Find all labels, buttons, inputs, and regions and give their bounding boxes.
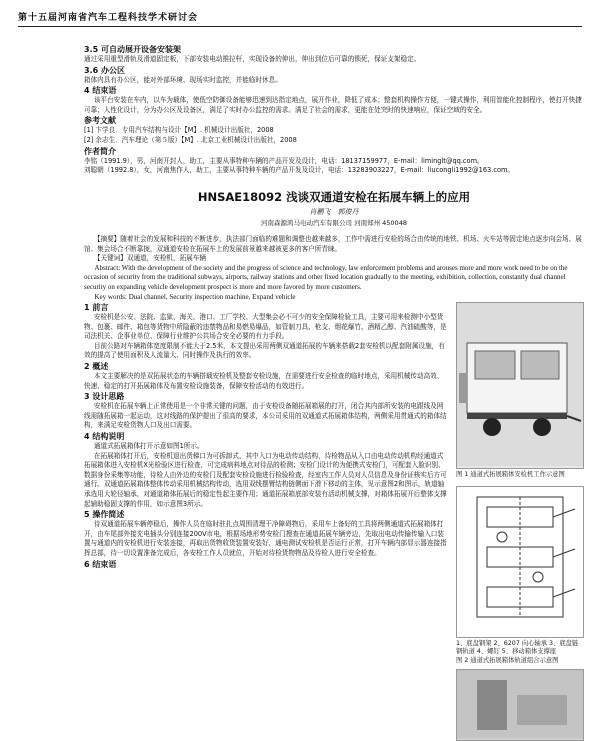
references-heading: 参考文献 xyxy=(84,116,116,126)
section-heading: 4 结构说明 xyxy=(84,432,125,442)
section-heading: 3.6 办公区 xyxy=(84,65,125,75)
header-rule xyxy=(18,26,582,27)
support-photo xyxy=(457,670,583,738)
section-heading: 3.5 可自动展开设备安装架 xyxy=(84,45,181,54)
abstract-cn: 【摘要】随着社会的发展和科技的不断进步，执法部门面临的难题和调整也越来越多，工作中需进行安检的场合由传统的地铁、机场、火车站等固定地点逐步向会场、展馆、集会场合不断靠拢，双通道安检在拓展车上的发展前景越来越被更多的客户所青睐。 xyxy=(84,234,582,253)
paper-authors: 肖鹏飞 郭俊丹 xyxy=(309,207,359,216)
section-heading: 1 前言 xyxy=(84,303,109,313)
section-heading: 4 结束语 xyxy=(84,86,117,96)
paragraph: 通道式拓展箱体打开示意如图1所示。 xyxy=(93,442,204,451)
figure-1-photo xyxy=(456,302,584,469)
section-heading: 6 结束语 xyxy=(84,559,117,569)
paragraph: 本文主要解决的是双拓展状态的车辆搭载安检机及整套安检设施，在需要进行安全检查的临时地点，采用机械传动高效、快速、稳定的打开拓展箱体及布置安检设施装备，保障安检活动的有效进行。 xyxy=(84,372,444,390)
figure-2-drawing xyxy=(456,486,584,638)
author-bio-heading: 作者简介 xyxy=(84,146,116,156)
paragraph: 目前公路对车辆箱体宽度限制不能大于2.5米，本文提出采用两侧双通道拓展的车辆来搭载2套安检机以配套附属设施，有效的提高了使用面积及人流量大、同时操作及执行的效率。 xyxy=(84,341,445,360)
section-heading: 5 操作简述 xyxy=(84,510,125,520)
paragraph: 安检机是公安、法院、监狱、海关、港口、工厂学校、大型集会必不可少的安全保障检验工具，主要可用来检测中小型货物、包裹、邮件、箱包等货物中所隐蔽的违禁物品和易燃易爆品，如管制刀具、枪支、烟花爆竹、酒精乙醇、汽油硫酸等，是司法机关、企事业单位、保障行业维护公共场合安全必要的有力手段。 xyxy=(84,313,447,341)
figure-1-caption: 图 1 通道式拓展箱体安检机工作示意图 xyxy=(456,471,565,479)
keywords-cn: 【关键词】双通道，安检机，拓展车辆 xyxy=(93,254,206,263)
abstract-en: Abstract: With the development of the society and the progress of science and technology, law enforcement problems and arouses more and more work need to be on the occasion of security from the traditional subways, airports, railway stations and other fixed location gradually to the meeting, exhibition, collection, constantly dual channel security on expanding vehicle development prospect is more and more favored by more customers. xyxy=(84,263,568,291)
author-bio: 李铭（1991.9），男，河南开封人，助工，主要从事特种车辆的产品开发及设计，电话：18137159977，E-mail：liminglt@qq.com。 xyxy=(84,156,484,165)
page-content xyxy=(84,44,584,741)
paragraph: 通过采用重型滑轨及滑道固定板，下部安装电动推拉杆，实现设备的伸出，伸出到位后可靠的锁死，保证支架稳定。 xyxy=(84,55,421,63)
paragraph: 待双通道拓展车辆停稳后，操作人员在临时驻扎点周围清理干净障碍物后，采用车上备好的工具将两侧通道式拓展箱体打开，由车尾部外接充电插头分别连接200V市电，根据场地形势安检门搜查在通道拓展车辆旁边，先取出电动传输传输入口装置与通道内的安检机进行安装连接，再取出货物收货装置安装好，通电测试安检机是否运行正常，打开车辆内部显示器连接指挥总部，待一切设置准备完成后，各安检工作人员就位，开始对待检货物物品及待检人进行安全检查。 xyxy=(84,520,447,557)
figure-3-photo xyxy=(456,669,584,741)
paragraph: 安检机在拓展车辆上正常使用是一个非常关键的问题，由于安检设备随拓展箱展的打开，闭合其内部所安装的电跟线及网线需随拓展箱一起运动，这对线路的保护提出了很高的要求，本公司采用的双通道式拓展箱体结构，两侧采用贯通式的箱体结构，来满足安检货物人口及出口需要。 xyxy=(84,402,447,430)
paragraph: 在拓展箱体打开后，安检机退出货梯口为可拆卸式，其中入口为电动传动结构，待检物品从入口由电动传动机构经通道式拓展箱体进入安检机X光检验区进行检查，可完成病料地点对待品的检测；安检门设计的为便携式安检门，可配套入脸识别、数据身份采集等功能，待检人由外边的安检门及配套安检设施进行检验检查，经室内工作人员对人员信息及身份证核实后方可通行。双通道拓展箱体整体传动采用机械结构传动，选用双线摆臂结构链侧面下滑下移动的主体，见示意图2和图示，轨道轴承选用大轮径轴承，对通道箱体拓展后的稳定性起主要作用；通道拓展箱底部安装有活动机械支撑，对箱体拓展开后整体支撑起辅助稳固支撑的作用，如示意图3所示。 xyxy=(84,451,447,508)
keywords-en: Key words: Dual channel, Security inspection machine, Expand vehicle xyxy=(94,292,296,301)
paragraph: 该平台安装在车内，以车为载体，使低空防御设备能够迅速到达指定地点，展开作业，降低了成本；整套机构操作方便，一键式操作，利用智能化控制程序，使打开快捷可靠；人性化设计，分为办公区及设备区，满足了实时办公监控的需求。满足了社会的需求，更能在处突时的快速响应，保证空域的安全。 xyxy=(84,96,582,114)
paragraph: 箱体内具有办公区，能对外部环境、现场实时监控，并能临时休息。 xyxy=(84,75,282,84)
section-heading: 2 概述 xyxy=(84,362,109,372)
section-heading: 3 设计思路 xyxy=(84,392,125,402)
rail-assembly-drawing xyxy=(457,487,583,635)
author-bio: 刘聪朝（1992.8），女，河南焦作人，助工，主要从事特种车辆的产品开发及设计，电话：13283903227，E-mail：liucongli1992@163.com。 xyxy=(84,166,515,175)
reference: [1] 卞学良．专用汽车结构与设计【M】. 机械设计出版社，2008 xyxy=(84,126,274,135)
figure-column xyxy=(456,302,584,741)
paper-title: HNSAE18092 浅谈双通道安检在拓展车辆上的应用 xyxy=(197,189,471,204)
figure-2-caption: 1、底盘钢架 2、6207 向心轴承 3、底盘链钢轨道 4、螺钉 5、移动箱体支撑座 图 2 通道式拓展箱体轨道组合示意图 xyxy=(456,639,579,664)
body-columns xyxy=(84,302,584,741)
running-header: 第十五届河南省汽车工程科技学术研讨会 xyxy=(18,13,199,23)
trailer-illustration xyxy=(457,303,583,466)
paper-affiliation: 河南森源鸿马电动汽车有限公司 河南郑州 450048 xyxy=(261,219,407,228)
main-text-column xyxy=(84,302,448,741)
reference: [2] 余志生．汽车理论（第５版）【M】. 北京工业机械设计出版社，2008 xyxy=(84,135,297,144)
